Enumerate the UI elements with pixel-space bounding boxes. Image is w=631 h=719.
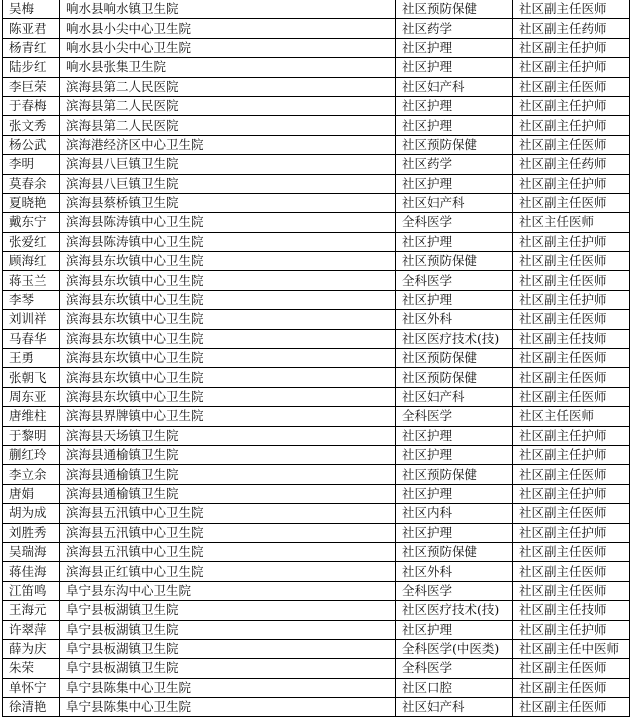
title-cell: 社区副主任护师 [513,58,630,77]
institution-cell: 滨海县第二人民医院 [60,77,396,96]
specialty-cell: 全科医学(中医类) [396,639,513,658]
name-cell: 刘训祥 [3,310,60,329]
institution-cell: 滨海县东坎镇中心卫生院 [60,310,396,329]
title-cell: 社区副主任技师 [513,601,630,620]
name-cell: 张朝飞 [3,368,60,387]
name-cell: 朱荣 [3,659,60,678]
table-row [3,465,630,484]
specialty-cell: 全科医学 [396,407,513,426]
title-cell: 社区副主任医师 [513,271,630,290]
table-row [3,232,630,251]
name-cell: 周东亚 [3,387,60,406]
table-row [3,698,630,717]
table-row [3,445,630,464]
name-cell: 蒋佳海 [3,562,60,581]
institution-cell: 滨海县五汛镇中心卫生院 [60,504,396,523]
title-cell: 社区副主任医师 [513,659,630,678]
name-cell: 杨公武 [3,135,60,154]
institution-cell: 阜宁县板湖镇卫生院 [60,639,396,658]
title-cell: 社区副主任中医师 [513,639,630,658]
personnel-table-body [3,0,630,717]
table-row [3,174,630,193]
institution-cell: 滨海县五汛镇中心卫生院 [60,542,396,561]
name-cell: 唐娟 [3,484,60,503]
institution-cell: 阜宁县东沟中心卫生院 [60,581,396,600]
specialty-cell: 社区护理 [396,523,513,542]
specialty-cell: 社区预防保健 [396,465,513,484]
name-cell: 吴瑞海 [3,542,60,561]
title-cell: 社区副主任护师 [513,232,630,251]
title-cell: 社区副主任药师 [513,155,630,174]
institution-cell: 滨海县东坎镇中心卫生院 [60,349,396,368]
institution-cell: 滨海县天场镇卫生院 [60,426,396,445]
name-cell: 薛为庆 [3,639,60,658]
institution-cell: 滨海县八巨镇卫生院 [60,155,396,174]
institution-cell: 滨海县陈涛镇中心卫生院 [60,232,396,251]
specialty-cell: 社区医疗技术(技) [396,329,513,348]
institution-cell: 滨海县八巨镇卫生院 [60,174,396,193]
name-cell: 于黎明 [3,426,60,445]
title-cell: 社区副主任医师 [513,135,630,154]
title-cell: 社区副主任医师 [513,349,630,368]
specialty-cell: 社区预防保健 [396,542,513,561]
title-cell: 社区副主任医师 [513,698,630,717]
specialty-cell: 社区护理 [396,58,513,77]
name-cell: 陆步红 [3,58,60,77]
name-cell: 江笛鸣 [3,581,60,600]
institution-cell: 滨海县第二人民医院 [60,96,396,115]
table-row [3,562,630,581]
specialty-cell: 全科医学 [396,659,513,678]
specialty-cell: 社区妇产科 [396,77,513,96]
institution-cell: 滨海县通榆镇卫生院 [60,484,396,503]
table-row [3,639,630,658]
specialty-cell: 社区口腔 [396,678,513,697]
institution-cell: 响水县响水镇卫生院 [60,0,396,19]
title-cell: 社区副主任医师 [513,0,630,19]
institution-cell: 滨海县东坎镇中心卫生院 [60,252,396,271]
title-cell: 社区副主任医师 [513,77,630,96]
title-cell: 社区主任医师 [513,407,630,426]
table-row [3,290,630,309]
title-cell: 社区副主任护师 [513,174,630,193]
table-row [3,155,630,174]
table-row [3,329,630,348]
name-cell: 王海元 [3,601,60,620]
specialty-cell: 社区护理 [396,290,513,309]
name-cell: 单怀宁 [3,678,60,697]
specialty-cell: 社区外科 [396,310,513,329]
table-row [3,368,630,387]
specialty-cell: 社区护理 [396,116,513,135]
title-cell: 社区副主任医师 [513,542,630,561]
name-cell: 蒯红玲 [3,445,60,464]
title-cell: 社区副主任医师 [513,504,630,523]
table-row [3,504,630,523]
name-cell: 蒋玉兰 [3,271,60,290]
name-cell: 顾海红 [3,252,60,271]
specialty-cell: 社区护理 [396,445,513,464]
title-cell: 社区副主任护师 [513,523,630,542]
title-cell: 社区副主任药师 [513,19,630,38]
title-cell: 社区副主任医师 [513,678,630,697]
name-cell: 张文秀 [3,116,60,135]
table-row [3,523,630,542]
specialty-cell: 社区预防保健 [396,368,513,387]
institution-cell: 阜宁县陈集中心卫生院 [60,678,396,697]
table-row [3,349,630,368]
institution-cell: 滨海县陈涛镇中心卫生院 [60,213,396,232]
institution-cell: 滨海县通榆镇卫生院 [60,445,396,464]
name-cell: 许翠萍 [3,620,60,639]
institution-cell: 滨海县东坎镇中心卫生院 [60,329,396,348]
table-row [3,659,630,678]
institution-cell: 滨海县正红镇中心卫生院 [60,562,396,581]
institution-cell: 滨海县五汛镇中心卫生院 [60,523,396,542]
table-row [3,271,630,290]
specialty-cell: 社区护理 [396,38,513,57]
title-cell: 社区副主任医师 [513,562,630,581]
name-cell: 刘胜秀 [3,523,60,542]
name-cell: 徐清艳 [3,698,60,717]
specialty-cell: 社区外科 [396,562,513,581]
institution-cell: 滨海县通榆镇卫生院 [60,465,396,484]
title-cell: 社区副主任护师 [513,290,630,309]
institution-cell: 滨海县东坎镇中心卫生院 [60,271,396,290]
table-row [3,581,630,600]
title-cell: 社区副主任医师 [513,368,630,387]
name-cell: 张爱红 [3,232,60,251]
table-row [3,96,630,115]
specialty-cell: 社区护理 [396,174,513,193]
institution-cell: 滨海港经济区中心卫生院 [60,135,396,154]
table-row [3,620,630,639]
table-row [3,116,630,135]
title-cell: 社区副主任护师 [513,445,630,464]
table-row [3,213,630,232]
table-row [3,678,630,697]
institution-cell: 阜宁县板湖镇卫生院 [60,659,396,678]
table-row [3,601,630,620]
table-row [3,387,630,406]
institution-cell: 阜宁县板湖镇卫生院 [60,620,396,639]
specialty-cell: 全科医学 [396,271,513,290]
title-cell: 社区副主任护师 [513,96,630,115]
specialty-cell: 社区护理 [396,620,513,639]
specialty-cell: 全科医学 [396,581,513,600]
specialty-cell: 社区护理 [396,232,513,251]
table-row [3,0,630,19]
institution-cell: 阜宁县陈集中心卫生院 [60,698,396,717]
name-cell: 马春华 [3,329,60,348]
institution-cell: 响水县小尖中心卫生院 [60,19,396,38]
specialty-cell: 社区内科 [396,504,513,523]
table-row [3,252,630,271]
name-cell: 戴东宁 [3,213,60,232]
table-row [3,407,630,426]
specialty-cell: 社区护理 [396,484,513,503]
specialty-cell: 社区医疗技术(技) [396,601,513,620]
name-cell: 杨青红 [3,38,60,57]
name-cell: 李立余 [3,465,60,484]
institution-cell: 滨海县界牌镇中心卫生院 [60,407,396,426]
specialty-cell: 社区护理 [396,426,513,445]
institution-cell: 滨海县东坎镇中心卫生院 [60,368,396,387]
name-cell: 陈亚君 [3,19,60,38]
title-cell: 社区副主任医师 [513,465,630,484]
specialty-cell: 社区护理 [396,96,513,115]
table-row [3,19,630,38]
table-row [3,542,630,561]
specialty-cell: 社区预防保健 [396,252,513,271]
name-cell: 胡为成 [3,504,60,523]
name-cell: 唐维柱 [3,407,60,426]
table-row [3,135,630,154]
title-cell: 社区副主任医师 [513,193,630,212]
institution-cell: 滨海县第二人民医院 [60,116,396,135]
specialty-cell: 社区预防保健 [396,135,513,154]
table-row [3,38,630,57]
title-cell: 社区副主任医师 [513,252,630,271]
specialty-cell: 社区药学 [396,155,513,174]
specialty-cell: 社区妇产科 [396,193,513,212]
institution-cell: 滨海县东坎镇中心卫生院 [60,387,396,406]
title-cell: 社区副主任医师 [513,581,630,600]
name-cell: 李巨荣 [3,77,60,96]
title-cell: 社区主任医师 [513,213,630,232]
table-row [3,58,630,77]
specialty-cell: 社区药学 [396,19,513,38]
title-cell: 社区副主任护师 [513,116,630,135]
title-cell: 社区副主任医师 [513,387,630,406]
name-cell: 李明 [3,155,60,174]
name-cell: 吴梅 [3,0,60,19]
institution-cell: 响水县张集卫生院 [60,58,396,77]
table-row [3,310,630,329]
title-cell: 社区副主任护师 [513,620,630,639]
name-cell: 李琴 [3,290,60,309]
table-row [3,426,630,445]
institution-cell: 滨海县东坎镇中心卫生院 [60,290,396,309]
table-row [3,484,630,503]
specialty-cell: 全科医学 [396,213,513,232]
name-cell: 夏晓艳 [3,193,60,212]
specialty-cell: 社区妇产科 [396,387,513,406]
table-row [3,193,630,212]
institution-cell: 阜宁县板湖镇卫生院 [60,601,396,620]
specialty-cell: 社区预防保健 [396,349,513,368]
title-cell: 社区副主任护师 [513,484,630,503]
table-row [3,77,630,96]
institution-cell: 滨海县蔡桥镇卫生院 [60,193,396,212]
title-cell: 社区副主任医师 [513,310,630,329]
name-cell: 于春梅 [3,96,60,115]
institution-cell: 响水县小尖中心卫生院 [60,38,396,57]
title-cell: 社区副主任技师 [513,329,630,348]
title-cell: 社区副主任护师 [513,38,630,57]
title-cell: 社区副主任护师 [513,426,630,445]
specialty-cell: 社区预防保健 [396,0,513,19]
name-cell: 莫春余 [3,174,60,193]
specialty-cell: 社区妇产科 [396,698,513,717]
name-cell: 王勇 [3,349,60,368]
personnel-table [2,0,630,717]
